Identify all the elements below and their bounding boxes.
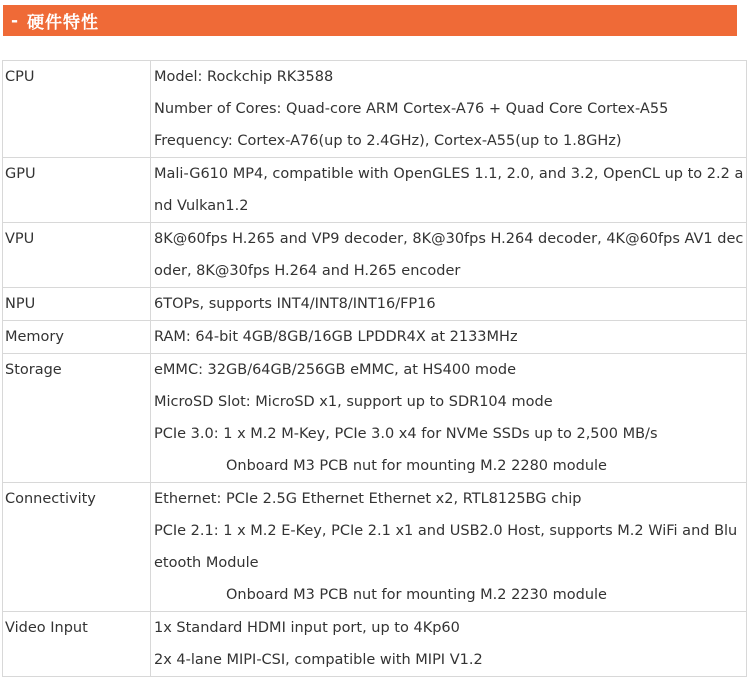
spec-line: 2x 4-lane MIPI-CSI, compatible with MIPI V1.2	[154, 652, 483, 668]
table-row	[3, 223, 747, 288]
row-label: Memory	[5, 329, 64, 345]
spec-line: PCIe 2.1: 1 x M.2 E-Key, PCIe 2.1 x1 and USB2.0 Host, supports M.2 WiFi and Bluetooth Module	[154, 523, 738, 571]
spec-line: Onboard M3 PCB nut for mounting M.2 2280 module	[226, 458, 607, 474]
spec-line: Mali-G610 MP4, compatible with OpenGLES 1.1, 2.0, and 3.2, OpenCL up to 2.2 and Vulkan1.2	[154, 166, 744, 214]
row-label: Storage	[5, 362, 62, 378]
row-value-cell	[151, 612, 747, 677]
table-row	[3, 612, 747, 677]
table-row	[3, 321, 747, 354]
spec-line: Model: Rockchip RK3588	[154, 69, 334, 85]
spec-line: PCIe 3.0: 1 x M.2 M-Key, PCIe 3.0 x4 for NVMe SSDs up to 2,500 MB/s	[154, 426, 658, 442]
table-row	[3, 288, 747, 321]
table-row	[3, 354, 747, 483]
row-label-cell	[3, 61, 151, 158]
table-row	[3, 158, 747, 223]
spec-line: RAM: 64-bit 4GB/8GB/16GB LPDDR4X at 2133MHz	[154, 329, 518, 345]
row-label-cell	[3, 223, 151, 288]
table-row	[3, 61, 747, 158]
row-label: Connectivity	[5, 491, 96, 507]
row-label: NPU	[5, 296, 36, 312]
row-label: GPU	[5, 166, 36, 182]
row-label: Video Input	[5, 620, 88, 636]
spec-line: 6TOPs, supports INT4/INT8/INT16/FP16	[154, 296, 436, 312]
row-label-cell	[3, 288, 151, 321]
row-value-cell	[151, 61, 747, 158]
row-label-cell	[3, 158, 151, 223]
row-label-cell	[3, 321, 151, 354]
row-value-cell	[151, 223, 747, 288]
spec-line: MicroSD Slot: MicroSD x1, support up to SDR104 mode	[154, 394, 553, 410]
row-label: CPU	[5, 69, 35, 85]
row-value-cell	[151, 158, 747, 223]
spec-table	[2, 60, 747, 677]
spec-line: Number of Cores: Quad-core ARM Cortex-A76 + Quad Core Cortex-A55	[154, 101, 669, 117]
spec-line: 8K@60fps H.265 and VP9 decoder, 8K@30fps H.264 decoder, 4K@60fps AV1 decoder, 8K@30fps H.264 and H.265 encoder	[154, 231, 744, 279]
row-value-cell	[151, 321, 747, 354]
spec-line: eMMC: 32GB/64GB/256GB eMMC, at HS400 mode	[154, 362, 517, 378]
section-header	[3, 5, 737, 36]
row-value-cell	[151, 354, 747, 483]
row-label: VPU	[5, 231, 35, 247]
row-value-cell	[151, 483, 747, 612]
spec-line: Onboard M3 PCB nut for mounting M.2 2230 module	[226, 587, 607, 603]
spec-line: 1x Standard HDMI input port, up to 4Kp60	[154, 620, 460, 636]
section-title: 硬件特性	[27, 13, 100, 33]
row-label-cell	[3, 483, 151, 612]
spec-line: Frequency: Cortex-A76(up to 2.4GHz), Cortex-A55(up to 1.8GHz)	[154, 133, 622, 149]
header-dash: -	[11, 10, 20, 31]
row-label-cell	[3, 354, 151, 483]
table-row	[3, 483, 747, 612]
row-label-cell	[3, 612, 151, 677]
spec-line: Ethernet: PCIe 2.5G Ethernet Ethernet x2, RTL8125BG chip	[154, 491, 582, 507]
row-value-cell	[151, 288, 747, 321]
